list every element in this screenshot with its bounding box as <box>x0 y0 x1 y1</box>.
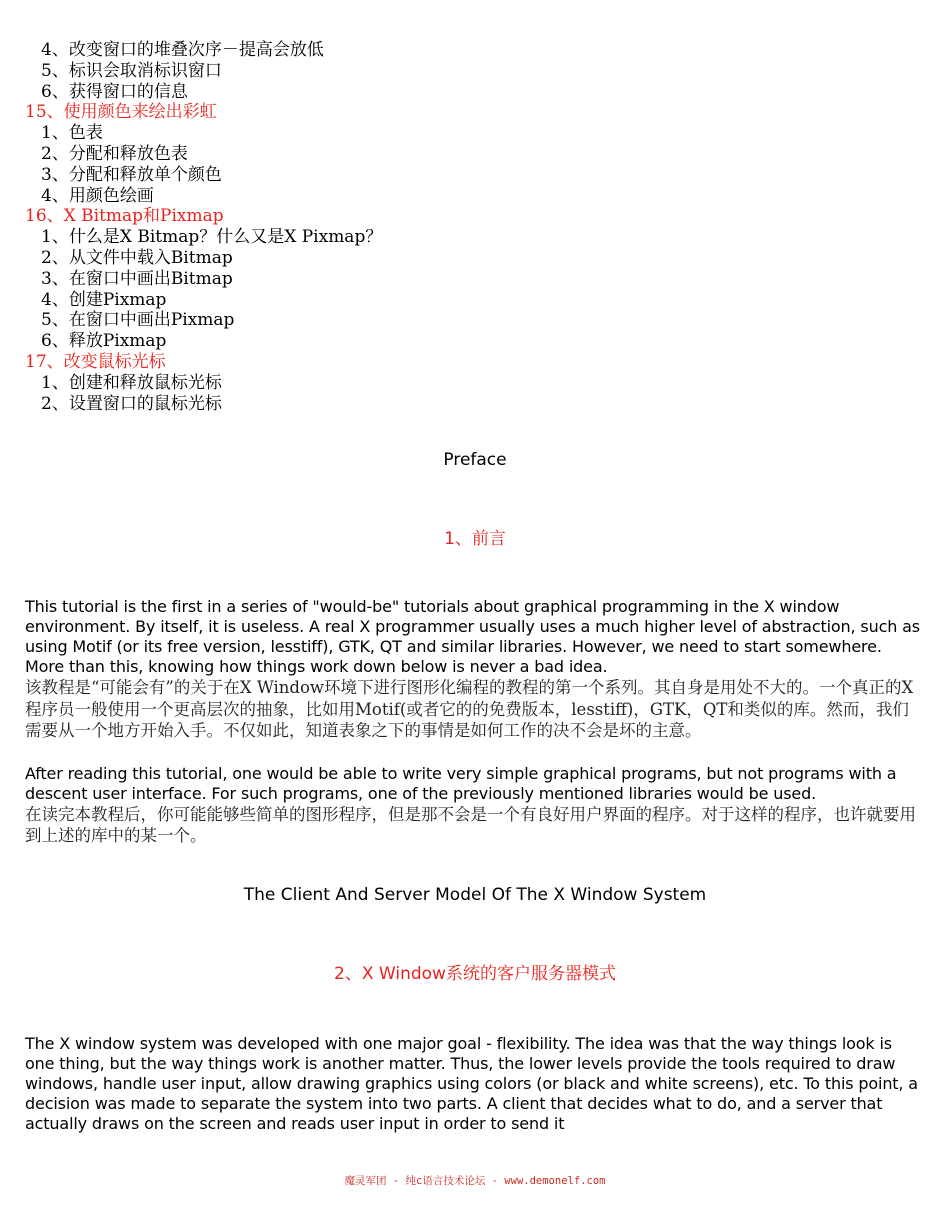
toc-item: 5、标识会取消标识窗口 <box>41 60 222 81</box>
preface-heading-cn: 1、前言 <box>444 529 506 550</box>
table-of-contents <box>25 40 925 414</box>
toc-section-16: 16、X Bitmap和Pixmap <box>25 206 224 227</box>
model-heading-cn: 2、X Window系统的客户服务器模式 <box>334 963 616 984</box>
document-page <box>25 40 925 1134</box>
preface-paragraph-1-en: This tutorial is the first in a series of "would-be" tutorials about graphical programming in the X window environment. By itself, it is useless. A real X programmer usually uses a much higher level of abstraction, such as using Motif (or its free version, lesstiff), GTK, QT and similar libraries. However, we need to start somewhere. More than this, knowing how things work down below is never a bad idea. <box>25 597 920 677</box>
preface-paragraph-2-en: After reading this tutorial, one would be able to write very simple graphical programs, but not programs with a descent user interface. For such programs, one of the previously mentioned libraries would be used. <box>25 763 897 803</box>
toc-item: 2、设置窗口的鼠标光标 <box>41 393 222 414</box>
preface-heading-en: Preface <box>443 450 507 471</box>
toc-item: 6、获得窗口的信息 <box>41 81 188 102</box>
model-heading-en: The Client And Server Model Of The X Window System <box>243 884 707 905</box>
toc-section-17: 17、改变鼠标光标 <box>25 351 166 372</box>
toc-item: 6、释放Pixmap <box>41 331 167 352</box>
model-paragraph-en: The X window system was developed with one major goal - flexibility. The idea was that the way things look is one thing, but the way things work is another matter. Thus, the lower levels provide the tools required to draw windows, handle user input, allow drawing graphics using colors (or black and white screens), etc. To this point, a decision was made to separate the system into two parts. A client that decides what to do, and a server that actually draws on the screen and reads user input in order to send it <box>25 1033 918 1133</box>
toc-item: 4、创建Pixmap <box>41 289 167 310</box>
page-footer-link[interactable]: 魔灵军团 - 纯c语言技术论坛 - www.demonelf.com <box>344 1175 606 1187</box>
toc-item: 1、什么是X Bitmap？什么又是X Pixmap？ <box>41 227 383 248</box>
toc-item: 4、用颜色绘画 <box>41 185 154 206</box>
toc-item: 2、从文件中载入Bitmap <box>41 247 233 268</box>
toc-item: 5、在窗口中画出Pixmap <box>41 310 235 331</box>
toc-item: 4、改变窗口的堆叠次序－提高会放低 <box>41 40 324 60</box>
toc-item: 1、创建和释放鼠标光标 <box>41 372 222 393</box>
toc-item: 2、分配和释放色表 <box>41 143 188 164</box>
toc-item: 3、分配和释放单个颜色 <box>41 164 222 185</box>
toc-item: 1、色表 <box>41 123 103 144</box>
toc-section-15: 15、使用颜色来绘出彩虹 <box>25 102 217 123</box>
preface-paragraph-1-cn: 该教程是“可能会有”的关于在X Window环境下进行图形化编程的教程的第一个系列。其自身是用处不大的。一个真正的X程序员一般使用一个更高层次的抽象，比如用Motif(或者它的的免费版本，lesstiff)，GTK，QT和类似的库。然而，我们需要从一个地方开始入手。不仅如此，知道表象之下的事情是如何工作的决不会是坏的主意。 <box>25 678 914 741</box>
preface-paragraph-2-cn: 在读完本教程后，你可能能够些简单的图形程序，但是那不会是一个有良好用户界面的程序。对于这样的程序，也许就要用到上述的库中的某一个。 <box>25 804 916 846</box>
toc-item: 3、在窗口中画出Bitmap <box>41 268 233 289</box>
